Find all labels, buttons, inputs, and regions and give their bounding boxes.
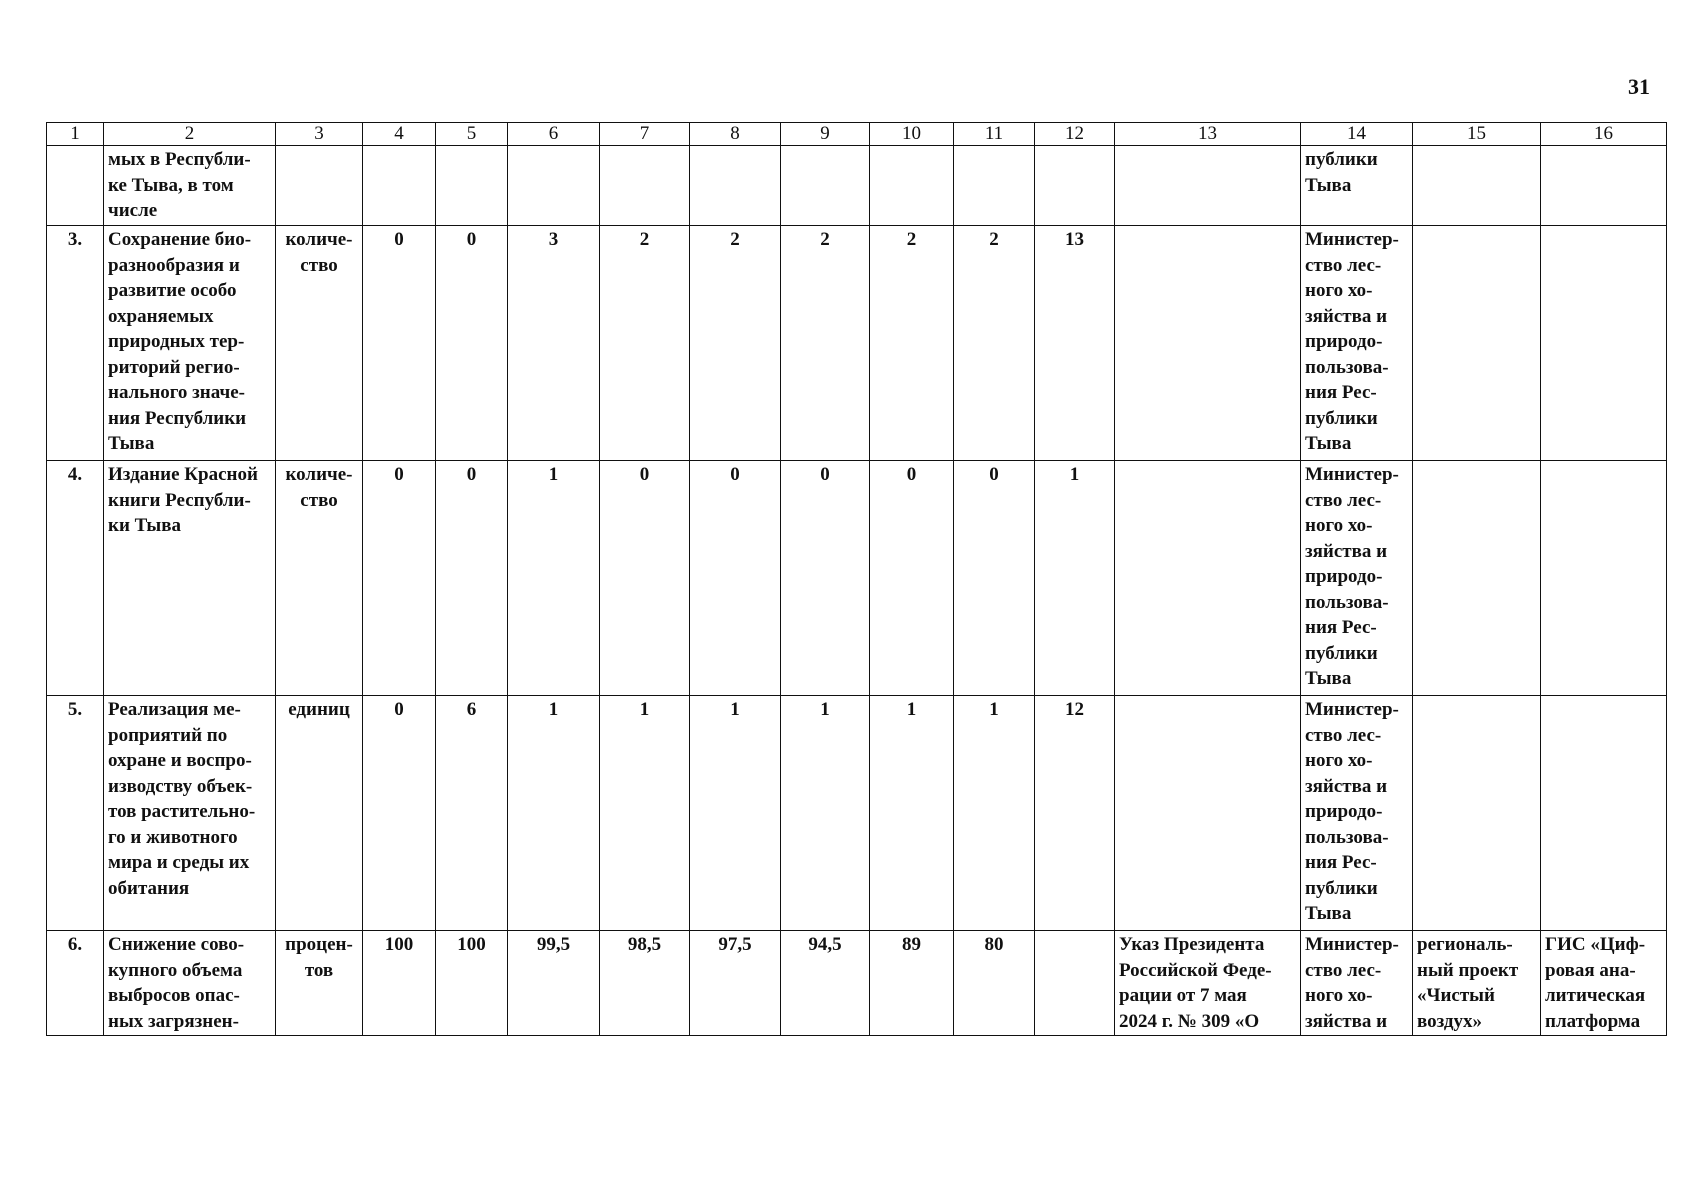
header-cell: 4 [363,123,436,146]
row-number: 3. [47,226,104,461]
value-cell [870,146,954,226]
project-cell [1413,461,1541,696]
responsible-cell: Министер- ство лес- ного хо- зяйства и природо- пользова- ния Рес- публики Тыва [1301,696,1413,931]
header-cell: 1 [47,123,104,146]
header-cell: 12 [1035,123,1115,146]
value-cell: 0 [781,461,870,696]
basis-cell [1115,696,1301,931]
value-cell: 97,5 [690,931,781,1036]
info-system-cell [1541,146,1667,226]
value-cell: 0 [363,696,436,931]
project-cell [1413,226,1541,461]
header-cell: 14 [1301,123,1413,146]
header-cell: 10 [870,123,954,146]
responsible-cell: Министер- ство лес- ного хо- зяйства и природо- пользова- ния Рес- публики Тыва [1301,226,1413,461]
basis-cell [1115,226,1301,461]
value-cell: 1 [1035,461,1115,696]
value-cell: 2 [781,226,870,461]
value-cell: 0 [436,461,508,696]
basis-cell: Указ Президента Российской Феде- рации от 7 мая 2024 г. № 309 «О [1115,931,1301,1036]
row-number: 4. [47,461,104,696]
indicators-table [46,122,1667,1036]
project-cell [1413,146,1541,226]
value-cell: 89 [870,931,954,1036]
value-cell: 2 [600,226,690,461]
header-cell: 16 [1541,123,1667,146]
header-cell: 3 [276,123,363,146]
row-number [47,146,104,226]
header-cell: 5 [436,123,508,146]
indicator-name: Снижение сово- купного объема выбросов опас- ных загрязнен- [104,931,276,1036]
basis-cell [1115,146,1301,226]
header-cell: 11 [954,123,1035,146]
value-cell [1035,146,1115,226]
value-cell: 100 [363,931,436,1036]
value-cell: 1 [690,696,781,931]
basis-cell [1115,461,1301,696]
value-cell: 12 [1035,696,1115,931]
unit-cell [276,146,363,226]
value-cell: 0 [954,461,1035,696]
info-system-cell [1541,226,1667,461]
value-cell: 13 [1035,226,1115,461]
value-cell: 1 [600,696,690,931]
value-cell: 98,5 [600,931,690,1036]
value-cell: 1 [508,461,600,696]
value-cell: 1 [781,696,870,931]
value-cell: 0 [600,461,690,696]
info-system-cell [1541,696,1667,931]
row-number: 5. [47,696,104,931]
header-cell: 9 [781,123,870,146]
value-cell: 3 [508,226,600,461]
table-row [47,461,1667,696]
value-cell [363,146,436,226]
header-cell: 8 [690,123,781,146]
table-row [47,226,1667,461]
indicator-name: мых в Республи- ке Тыва, в том числе [104,146,276,226]
header-cell: 6 [508,123,600,146]
indicator-name: Сохранение био- разнообразия и развитие особо охраняемых природных тер- риторий регио- нального значе- ния Республики Тыва [104,226,276,461]
responsible-cell: публики Тыва [1301,146,1413,226]
value-cell: 2 [870,226,954,461]
header-cell: 13 [1115,123,1301,146]
value-cell [600,146,690,226]
project-cell [1413,696,1541,931]
value-cell [781,146,870,226]
value-cell: 0 [363,461,436,696]
value-cell: 0 [870,461,954,696]
header-cell: 2 [104,123,276,146]
info-system-cell: ГИС «Циф- ровая ана- литическая платформа [1541,931,1667,1036]
header-cell: 7 [600,123,690,146]
responsible-cell: Министер- ство лес- ного хо- зяйства и природо- пользова- ния Рес- публики Тыва [1301,461,1413,696]
header-row [47,123,1667,146]
value-cell: 1 [508,696,600,931]
unit-cell: единиц [276,696,363,931]
table-row [47,931,1667,1036]
value-cell [1035,931,1115,1036]
value-cell: 80 [954,931,1035,1036]
row-number: 6. [47,931,104,1036]
table-row [47,146,1667,226]
value-cell [436,146,508,226]
unit-cell: количе- ство [276,226,363,461]
header-cell: 15 [1413,123,1541,146]
value-cell: 0 [436,226,508,461]
value-cell: 100 [436,931,508,1036]
value-cell: 6 [436,696,508,931]
value-cell: 0 [363,226,436,461]
value-cell [954,146,1035,226]
table-row [47,696,1667,931]
indicator-name: Реализация ме- роприятий по охране и воспро- изводству объек- тов растительно- го и животного мира и среды их обитания [104,696,276,931]
value-cell: 94,5 [781,931,870,1036]
value-cell: 1 [870,696,954,931]
value-cell: 99,5 [508,931,600,1036]
responsible-cell: Министер- ство лес- ного хо- зяйства и [1301,931,1413,1036]
value-cell: 2 [954,226,1035,461]
unit-cell: процен- тов [276,931,363,1036]
value-cell: 0 [690,461,781,696]
indicator-name: Издание Красной книги Республи- ки Тыва [104,461,276,696]
info-system-cell [1541,461,1667,696]
value-cell: 2 [690,226,781,461]
value-cell: 1 [954,696,1035,931]
project-cell: региональ- ный проект «Чистый воздух» [1413,931,1541,1036]
value-cell [508,146,600,226]
value-cell [690,146,781,226]
unit-cell: количе- ство [276,461,363,696]
page-number: 31 [1628,74,1650,99]
